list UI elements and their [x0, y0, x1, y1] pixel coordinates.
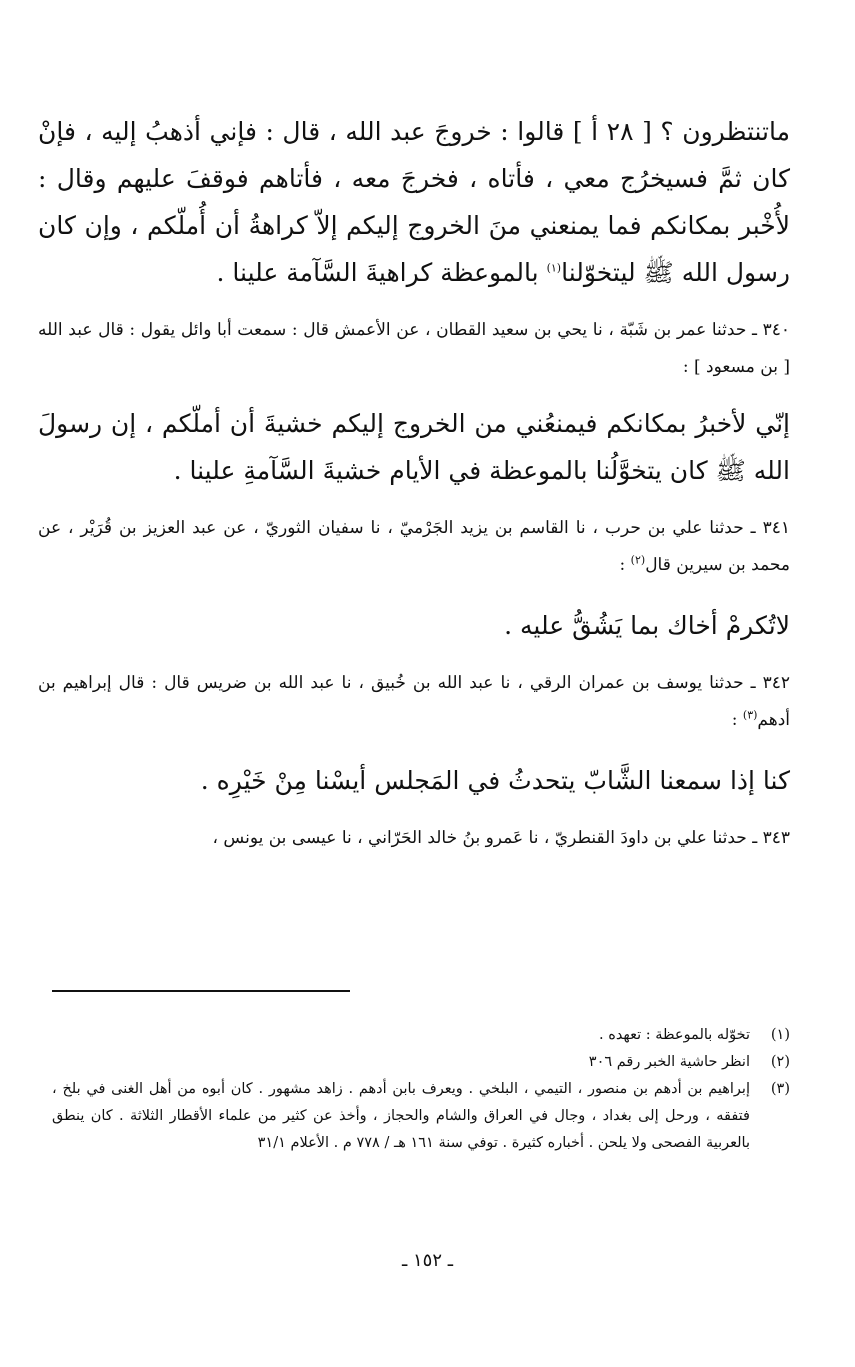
- hadith-342-matn: كنا إذا سمعنا الشَّابّ يتحدثُ في المَجلس أيسْنا مِنْ خَيْرِه .: [200, 766, 790, 795]
- main-text: [38, 108, 790, 857]
- footnote-divider: [52, 990, 350, 992]
- footnote-ref-2: (٢): [630, 553, 646, 567]
- opening-paragraph: [38, 108, 790, 296]
- footnote-number: (١): [770, 1027, 790, 1043]
- footnote-text: إبراهيم بن أدهم بن منصور ، التيمي ، البلخي . ويعرف بابن أدهم . زاهد مشهور . كان أبوه من أهل الغنى في بلخ ، فتفقه ، ورحل إلى بغداد ، وجال في العراق والشام والحجاز ، وأخذ عن كثير من علماء الأقطار الثلاثة . كان ينطق بالعربية الفصحى ولا يلحن . أخباره كثيرة . توفي سنة ١٦١ هـ / ٧٧٨ م . الأعلام ٣١/١: [52, 1081, 750, 1151]
- hadith-342-isnad: [38, 665, 790, 739]
- hadith-342-colon: :: [731, 710, 738, 730]
- footnote-3: [52, 1076, 790, 1157]
- opening-text-tail: بالموعظة كراهيةَ السَّآمة علينا .: [216, 258, 539, 287]
- hadith-341-colon: :: [619, 555, 626, 575]
- footnote-list: [52, 1022, 790, 1157]
- hadith-340-isnad: ٣٤٠ ـ حدثنا عمر بن شَبّة ، نا يحي بن سعيد القطان ، عن الأعمش قال : سمعت أبا وائل يقول : قال عبد الله [ بن مسعود ] :: [38, 320, 790, 377]
- footnote-ref-3: (٣): [742, 708, 758, 722]
- opening-text: ماتنتظرون ؟ [ ٢٨ أ ] قالوا : خروجَ عبد الله ، قال : فإني أذهبُ إليه ، فإنْ كان ثمَّ فسيخرُج معي ، فأتاه ، فخرجَ معه ، فأتاهم فوقفَ عليهم وقال : لأُخْبر بمكانكم فما يمنعني منَ الخروج إليكم إلاّ كراهةُ أن أُملّكم ، وإن كان رسول الله ﷺ ليتخوّلنا: [38, 117, 791, 287]
- hadith-343-isnad: ٣٤٣ ـ حدثنا علي بن داودَ القنطريّ ، نا عَمرو بنُ خالد الحَرّاني ، نا عيسى بن يونس ،: [212, 828, 790, 848]
- footnote-2: [52, 1049, 790, 1076]
- footnote-number: (٢): [770, 1054, 790, 1070]
- hadith-341-isnad: [38, 510, 790, 584]
- footnote-ref-1: (١): [546, 261, 562, 275]
- hadith-341-isnad-text: ٣٤١ ـ حدثنا علي بن حرب ، نا القاسم بن يزيد الجَرْميّ ، نا سفيان الثوريّ ، عن عبد العزيز بن قُرَيْر ، عن محمد بن سيرين قال: [38, 518, 790, 575]
- footnote-text: تخوّله بالموعظة : تعهده .: [599, 1027, 750, 1043]
- hadith-340-matn: إنّي لأخبرُ بمكانكم فيمنعُني من الخروج إليكم خشيةَ أن أملّكم ، إن رسولَ الله ﷺ كان يتخوَّلُنا بالموعظة في الأيام خشيةَ السَّآمةِ علينا .: [38, 409, 790, 485]
- page-number: ـ ١٥٢ ـ: [401, 1250, 453, 1271]
- hadith-341-matn: لاتُكرمْ أخاك بما يَشُقُّ عليه .: [504, 611, 790, 640]
- footnote-number: (٣): [770, 1081, 790, 1097]
- footnote-text: انظر حاشية الخبر رقم ٣٠٦: [588, 1054, 750, 1070]
- hadith-342-isnad-text: ٣٤٢ ـ حدثنا يوسف بن عمران الرقي ، نا عبد الله بن خُبيق ، نا عبد الله بن ضريس قال : قال إبراهيم بن أدهم: [38, 673, 790, 730]
- footnote-1: [52, 1022, 790, 1049]
